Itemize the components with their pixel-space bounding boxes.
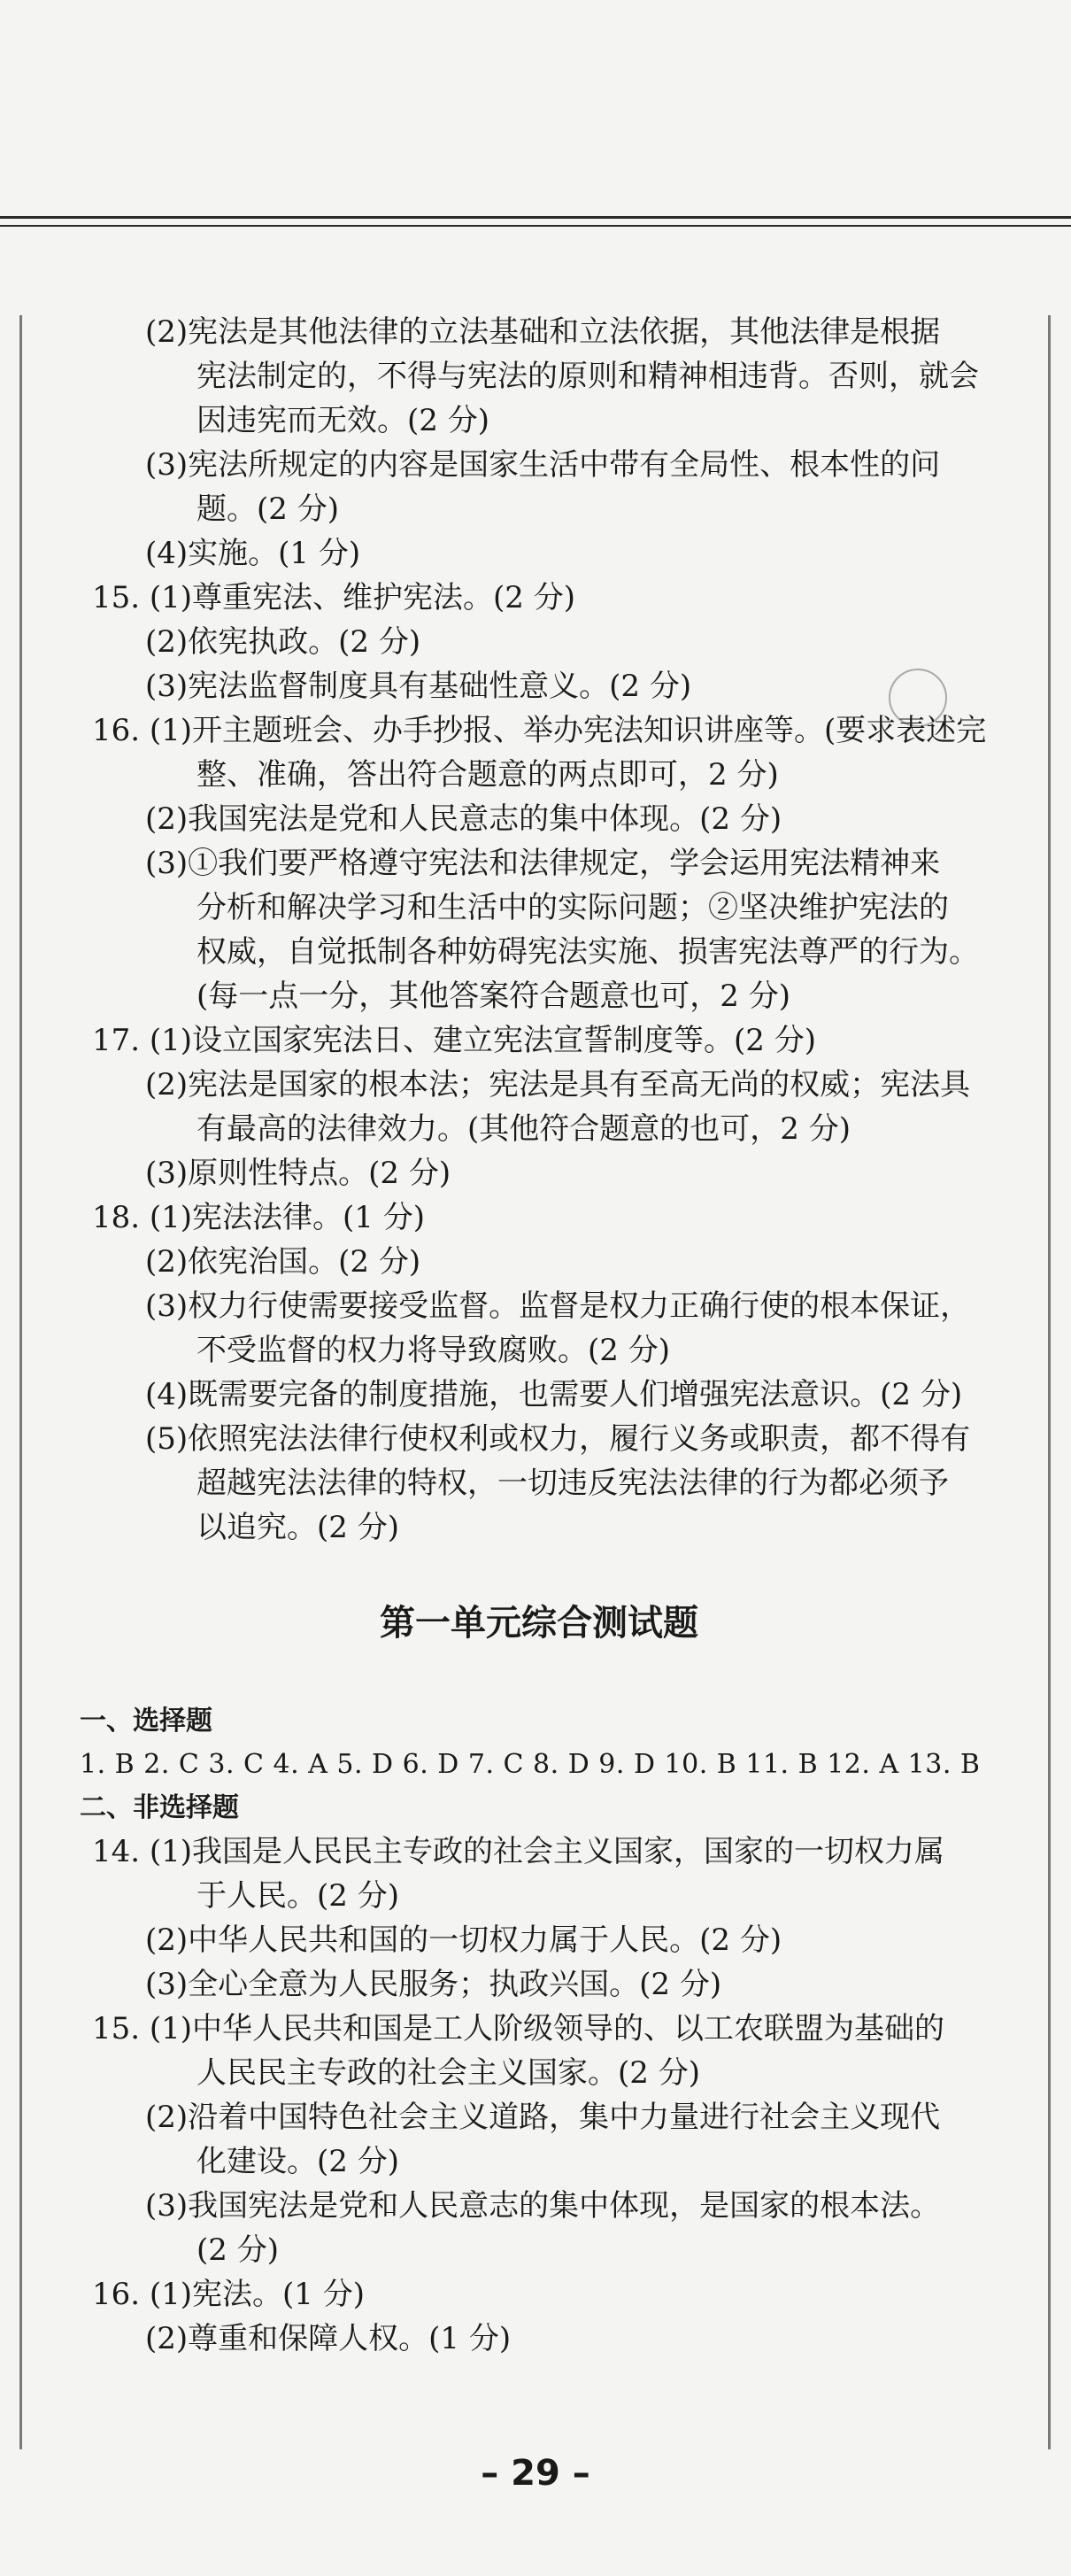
answer-line: (4)既需要完备的制度措施，也需要人们增强宪法意识。(2 分)	[145, 1377, 963, 1412]
answer-line: (2)沿着中国特色社会主义道路，集中力量进行社会主义现代	[145, 2100, 941, 2135]
page-number: – 29 –	[481, 2453, 590, 2494]
answer-line: 人民民主专政的社会主义国家。(2 分)	[196, 2055, 700, 2091]
answer-line: (3)全心全意为人民服务；执政兴国。(2 分)	[145, 1967, 722, 2002]
answer-line: (3)①我们要严格遵守宪法和法律规定，学会运用宪法精神来	[145, 846, 941, 881]
answer-line: (2)我国宪法是党和人民意志的集中体现。(2 分)	[145, 801, 782, 837]
nonchoice-heading: 二、非选择题	[80, 1792, 239, 1823]
answer-line: 16. (1)宪法。(1 分)	[92, 2277, 366, 2312]
answer-line: 15. (1)尊重宪法、维护宪法。(2 分)	[92, 580, 576, 615]
answer-line: 题。(2 分)	[196, 491, 339, 527]
answer-line: (3)权力行使需要接受监督。监督是权力正确行使的根本保证，	[145, 1288, 971, 1324]
section-title: 第一单元综合测试题	[380, 1603, 698, 1644]
answer-line: 于人民。(2 分)	[196, 1878, 399, 1914]
page-content	[80, 310, 987, 2361]
answer-line: 整、准确，答出符合题意的两点即可，2 分)	[196, 757, 779, 793]
answer-line: 15. (1)中华人民共和国是工人阶级领导的、以工农联盟为基础的	[92, 2011, 945, 2046]
answer-line: (5)依照宪法法律行使权利或权力，履行义务或职责，都不得有	[145, 1421, 971, 1457]
right-margin-rule	[1048, 315, 1051, 2449]
answer-line: (3)原则性特点。(2 分)	[145, 1156, 451, 1191]
answer-line: 超越宪法法律的特权，一切违反宪法法律的行为都必须予	[196, 1466, 949, 1501]
answer-line: 不受监督的权力将导致腐败。(2 分)	[196, 1333, 670, 1368]
answer-line: (2)依宪执政。(2 分)	[145, 624, 421, 660]
answer-line: 18. (1)宪法法律。(1 分)	[92, 1200, 426, 1235]
answer-line: (3)宪法所规定的内容是国家生活中带有全局性、根本性的问	[145, 447, 941, 483]
answer-line: 权威，自觉抵制各种妨碍宪法实施、损害宪法尊严的行为。	[196, 934, 979, 970]
answer-line: 宪法制定的，不得与宪法的原则和精神相违背。否则，就会	[196, 359, 979, 394]
answer-line: (2 分)	[196, 2232, 279, 2268]
answer-line: (2)宪法是国家的根本法；宪法是具有至高无尚的权威；宪法具	[145, 1067, 971, 1102]
answer-line: (3)宪法监督制度具有基础性意义。(2 分)	[145, 669, 692, 704]
answer-list-part1	[92, 310, 986, 1550]
answer-line: 以追究。(2 分)	[196, 1510, 399, 1545]
choice-answers: 1. B 2. C 3. C 4. A 5. D 6. D 7. C 8. D 9. D 10. B 11. B 12. A 13. B	[80, 1749, 981, 1780]
answer-line: 有最高的法律效力。(其他符合题意的也可，2 分)	[196, 1111, 851, 1147]
answer-line: (3)我国宪法是党和人民意志的集中体现，是国家的根本法。	[145, 2188, 941, 2224]
answer-line: (2)宪法是其他法律的立法基础和立法依据，其他法律是根据	[145, 314, 941, 350]
answer-line: 16. (1)开主题班会、办手抄报、举办宪法知识讲座等。(要求表述完	[92, 713, 987, 748]
answer-line: (2)尊重和保障人权。(1 分)	[145, 2321, 512, 2356]
answer-line: (2)中华人民共和国的一切权力属于人民。(2 分)	[145, 1922, 782, 1958]
answer-line: 因违宪而无效。(2 分)	[196, 403, 489, 438]
choice-heading: 一、选择题	[80, 1706, 212, 1737]
answer-line: (2)依宪治国。(2 分)	[145, 1244, 421, 1280]
answer-line: 17. (1)设立国家宪法日、建立宪法宣誓制度等。(2 分)	[92, 1023, 817, 1058]
answer-line: (4)实施。(1 分)	[145, 536, 361, 571]
answer-list-part2	[92, 1830, 986, 2361]
answer-line: 14. (1)我国是人民民主专政的社会主义国家，国家的一切权力属	[92, 1834, 945, 1869]
answer-line: 化建设。(2 分)	[196, 2144, 399, 2179]
header-rule-thin	[0, 225, 1071, 227]
left-margin-rule	[19, 315, 22, 2449]
header-rule-thick	[0, 216, 1071, 219]
answer-line: (每一点一分，其他答案符合题意也可，2 分)	[196, 979, 790, 1014]
answer-line: 分析和解决学习和生活中的实际问题；②坚决维护宪法的	[196, 890, 949, 925]
